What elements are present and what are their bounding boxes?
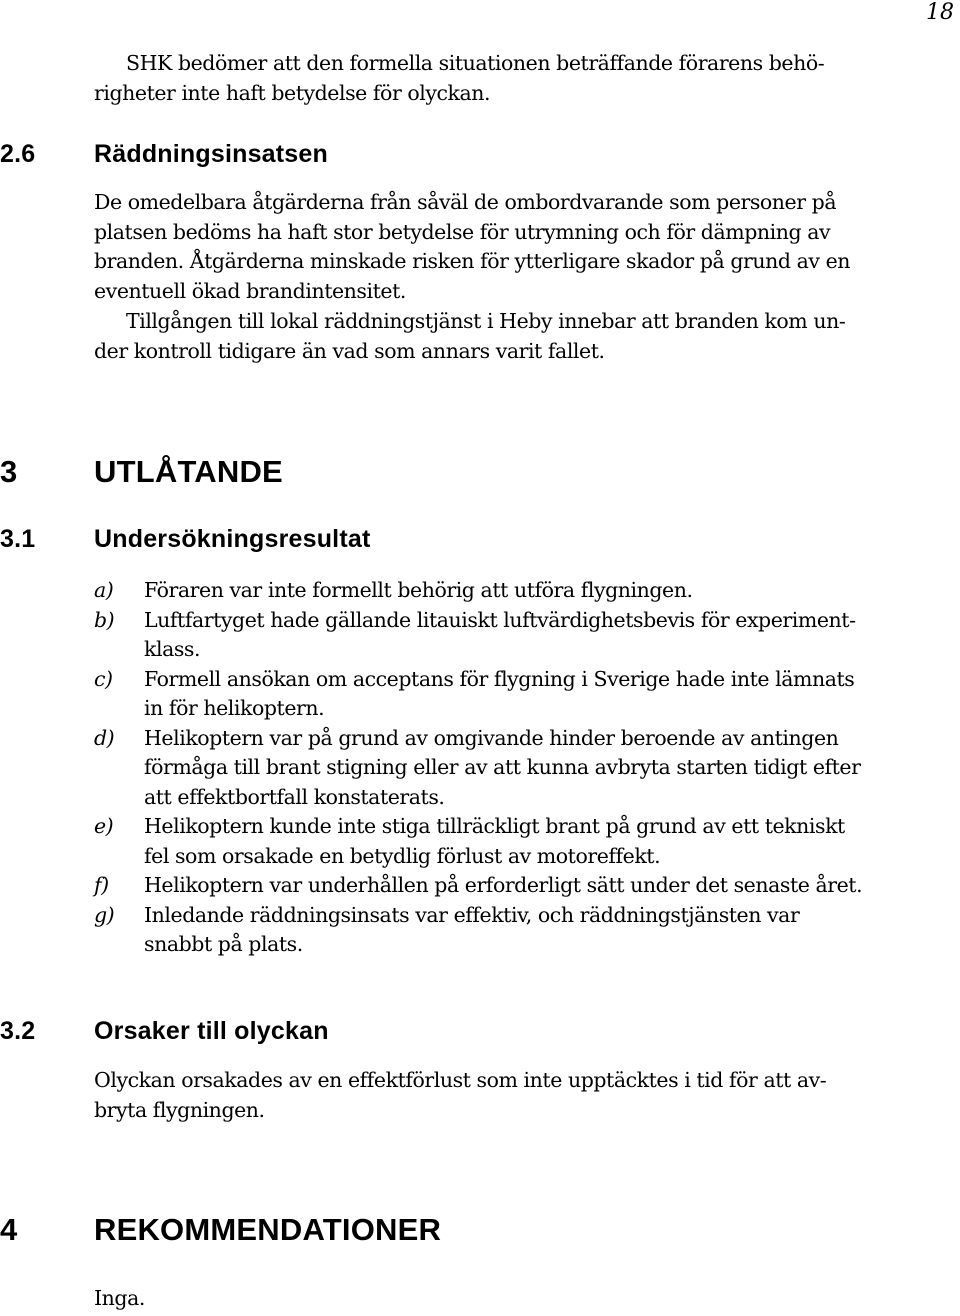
chapter-title: REKOMMENDATIONER [94,1212,442,1247]
text-line: eventuell ökad brandintensitet. [94,278,406,303]
section-title: Undersökningsresultat [94,525,371,553]
text-line: Inledande räddningsinsats var effektiv, och räddningstjänsten var [144,902,800,927]
text-line: righeter inte haft betydelse för olyckan. [94,80,491,105]
section-title: Räddningsinsatsen [94,140,328,168]
cause-paragraph [94,1066,954,1125]
recommendations-text: Inga. [94,1286,145,1310]
text-line: Helikoptern var på grund av omgivande hinder beroende av antingen [144,725,839,750]
text-line: Tillgången till lokal räddningstjänst i Heby innebar att branden kom un- [126,309,846,333]
text-line: SHK bedömer att den formella situationen beträffande förarens behö- [126,51,825,75]
item-label: a) [94,578,114,602]
item-label: f) [94,873,109,897]
section-number: 3.2 [0,1017,36,1045]
text-line: Helikoptern kunde inte stiga tillräckligt brant på grund av ett tekniskt [144,814,845,838]
list-item [94,724,960,813]
text-line: att effektbortfall konstaterats. [144,784,445,809]
chapter-title: UTLÅTANDE [94,454,283,489]
text-line: De omedelbara åtgärderna från såväl de ombordvarande som personer på [94,190,837,214]
text-line: klass. [144,637,201,661]
item-label: e) [94,814,114,838]
text-line: platsen bedöms ha haft stor betydelse för utrymning och för dämpning av [94,219,831,244]
intro-paragraph [94,49,954,108]
item-label: c) [94,666,113,691]
text-line: der kontroll tidigare än vad som annars varit fallet. [94,338,605,363]
section-number: 2.6 [0,140,36,168]
chapter-number: 4 [0,1212,18,1247]
section-number: 3.1 [0,525,36,553]
list-item [94,606,960,665]
rescue-paragraph-2 [94,307,954,366]
item-label: d) [94,725,115,750]
text-line: branden. Åtgärderna minskade risken för ytterligare skador på grund av en [94,249,851,273]
text-line: snabbt på plats. [144,932,303,956]
text-line: fel som orsakade en betydlig förlust av motoreffekt. [144,843,661,868]
list-item [94,901,960,960]
text-line: bryta flygningen. [94,1097,265,1122]
item-label: b) [94,607,115,632]
list-item [94,665,960,724]
page-number: 18 [926,0,954,25]
section-title: Orsaker till olyckan [94,1017,329,1045]
rescue-paragraph-1 [94,188,954,306]
text-line: in för helikoptern. [144,696,325,720]
list-item [94,576,960,606]
list-item [94,871,960,901]
chapter-number: 3 [0,454,18,489]
item-label: g) [94,902,115,927]
text-line: Helikoptern var underhållen på erforderligt sätt under det senaste året. [144,873,863,897]
text-line: Formell ansökan om acceptans för flygning i Sverige hade inte lämnats [144,666,855,691]
text-line: Föraren var inte formellt behörig att utföra flygningen. [144,578,693,602]
text-line: Luftfartyget hade gällande litauiskt luftvärdighetsbevis för experiment- [144,607,856,632]
findings-list [94,576,960,960]
text-line: Olyckan orsakades av en effektförlust som inte upptäcktes i tid för att av- [94,1068,827,1092]
text-line: förmåga till brant stigning eller av att kunna avbryta starten tidigt efter [144,755,861,779]
list-item [94,812,960,871]
